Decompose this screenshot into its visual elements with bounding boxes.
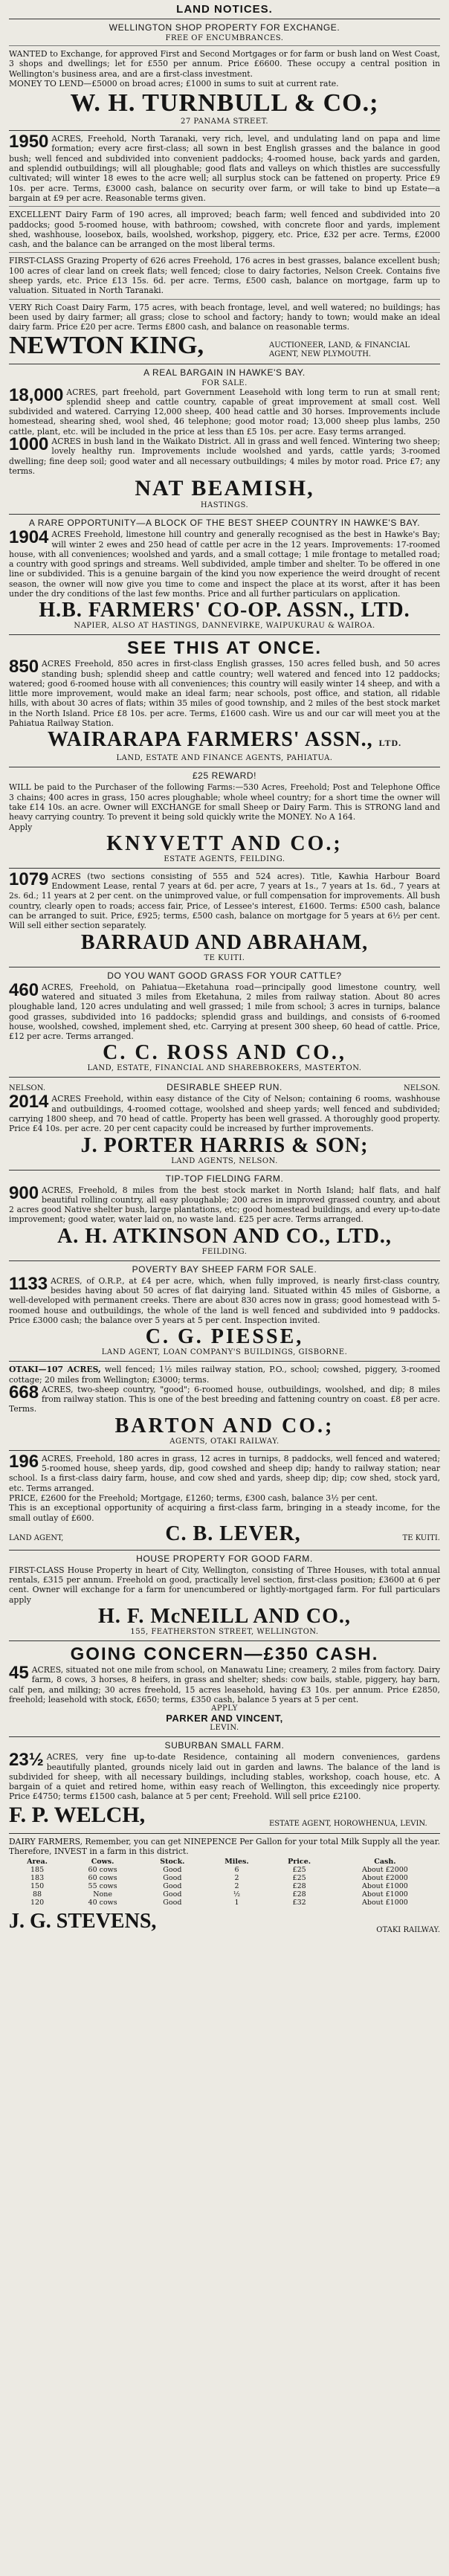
ad-headline: HOUSE PROPERTY FOR GOOD FARM. [136, 1553, 313, 1564]
section-title: LAND NOTICES. [9, 1, 440, 19]
cell: 88 [33, 1890, 42, 1899]
advertiser-address: OTAKI RAILWAY. [376, 1926, 440, 1935]
cell: £25 [292, 1874, 306, 1883]
cell: 60 cows [88, 1874, 117, 1883]
cell: 40 cows [88, 1899, 117, 1907]
advertiser-address: AUCTIONEER, LAND, & FINANCIAL AGENT, NEW PLYMOUTH. [269, 341, 410, 358]
ad-headline: DESIRABLE SHEEP RUN. [167, 1082, 282, 1093]
advertiser-address: LAND AGENT, LOAN COMPANY'S BUILDINGS, GISBORNE. [101, 1348, 348, 1357]
divider [9, 1170, 440, 1171]
ad-headline: GOING CONCERN—£350 CASH. [70, 1644, 379, 1665]
cell: 1 [234, 1899, 239, 1907]
advertiser-address: LEVIN. [210, 1724, 239, 1733]
divider [9, 1833, 440, 1834]
listing-text: ACRES, Freehold, on Pahiatua—Eketahuna road—principally good limestone country, well watered and situated 3 miles from Eketahuna, 2 miles from railway station. About 80 acres ploughable land, 120 acres undulating and well grassed; 1 mile from school; 3 acres in turnips, balance good grasses, subdivided into 16 paddocks; splendid grass and buildings, and consists of 6-roomed house, woolshed, cowshed, implement shed, etc. Carrying at present 300 sheep, 60 head of cattle. Price, £12 per acre. Terms arranged. [9, 982, 440, 1042]
cell: Good [163, 1866, 182, 1875]
col-header: Stock. [160, 1858, 185, 1867]
ad-beamish [9, 367, 440, 510]
advertiser-address: LAND, ESTATE AND FINANCE AGENTS, PAHIATUA. [116, 754, 333, 763]
cell: About £1000 [362, 1882, 408, 1891]
ad-apply: APPLY [211, 1704, 238, 1713]
cell: £28 [292, 1890, 306, 1899]
divider [9, 1260, 440, 1261]
ad-body: WANTED to Exchange, for approved First and Second Mortgages or for farm or bush land on West Coast, 3 shops and dwellings; let for £550 per annum. Price £6600. These occupy a central position in Wellington's business area, and are a first-class investment. [9, 49, 440, 79]
listing-text: ACRES, part freehold, part Government Leasehold with long term to run at small rent; splendid sheep and cattle country, capable of great improvement at small cost. Well subdivided and watered. Carrying 12,000 sheep, 400 head cattle and 30 horses. Improvements include homestead, shearing shed, wool shed, 46 telephone; good motor road; 13,000 sheep plus lambs, 250 cattle, plant, etc. will be included in the price at less than £5 10s. per acre. Easy terms arranged. [9, 387, 440, 437]
col-header: Area. [27, 1858, 48, 1867]
listing-text: This is an exceptional opportunity of acquiring a first-class farm, bringing in a steady income, for the small outlay of £600. [9, 1503, 440, 1523]
advertiser-name: H.B. FARMERS' CO-OP. ASSN., LTD. [39, 599, 410, 622]
ad-apply: Apply [9, 822, 33, 832]
ad-porter-harris [9, 1081, 440, 1165]
acreage: 196 [9, 1451, 39, 1472]
divider [9, 514, 440, 515]
listing-text: ACRES, situated not one mile from school, on Manawatu Line; creamery, 2 miles from factory. Dairy farm, 8 cows, 3 horses, 8 heifers, in grass and shelter; sheds: cow bails, stable, piggery, hay barn, calf pen, and milking; 30 acres freehold, 15 acres leasehold, having £3 10s. per annum. Price £2850, freehold; leasehold with stock, £650; terms, £350 cash, balance 5 years at 5 per cent. [9, 1665, 440, 1704]
cell: 120 [30, 1899, 45, 1907]
cell: None [93, 1890, 112, 1899]
cell: 2 [234, 1882, 239, 1891]
listing-text: ACRES in bush land in the Waikato District. All in grass and well fenced. Wintering two sheep; lovely healthy run. Improvements include woolshed and yards, cattle yards; 3-roomed dwelling; fine deep soil; good water and all necessary outbuildings; 4 miles by motor road. Price £7; any terms. [9, 437, 440, 476]
table-row [9, 1890, 440, 1899]
ad-parker-vincent [9, 1644, 440, 1732]
advertiser-address: LAND AGENTS, NELSON. [171, 1156, 278, 1165]
ad-ross [9, 970, 440, 1073]
ad-headline: WELLINGTON SHOP PROPERTY FOR EXCHANGE. [109, 22, 340, 33]
acreage: 23½ [9, 1750, 44, 1771]
cell: 185 [30, 1866, 45, 1875]
acreage: 45 [9, 1663, 29, 1684]
acreage: 668 [9, 1382, 39, 1403]
cell: £32 [292, 1899, 306, 1907]
cell: Good [163, 1874, 182, 1883]
divider [9, 868, 440, 869]
advertiser-address: HASTINGS. [200, 501, 249, 510]
advertiser-suffix: LTD. [378, 738, 402, 749]
advertiser-name: J. G. STEVENS, [9, 1910, 157, 1933]
acreage: 1904 [9, 527, 49, 548]
advertiser-name: WAIRARAPA FARMERS' ASSN., LTD. [47, 728, 402, 752]
table-row [9, 1874, 440, 1882]
farm-table [9, 1858, 440, 1907]
ad-headline: SUBURBAN SMALL FARM. [164, 1740, 285, 1751]
table-row [9, 1866, 440, 1874]
ad-barton [9, 1365, 440, 1445]
ad-headline: A REAL BARGAIN IN HAWKE'S BAY. [143, 367, 306, 378]
table-row [9, 1882, 440, 1890]
advertiser-address: TE KUITI. [402, 1533, 440, 1542]
cell: About £1000 [362, 1890, 408, 1899]
advertiser-name: NAT BEAMISH, [135, 476, 314, 501]
divider [9, 45, 440, 46]
ad-hb-farmers [9, 518, 440, 630]
cell: £28 [292, 1882, 306, 1891]
cell: Good [163, 1899, 182, 1907]
cell: Good [163, 1882, 182, 1891]
listing-text: EXCELLENT Dairy Farm of 190 acres, all improved; beach farm; well fenced and subdivided into 20 paddocks; good 5-roomed house, with bathroom; cowshed, with concrete floor and yards, implement shed, washhouse, loosebox, bails, woolshed, workshop, piggery, etc. Price, £32 per acre. Terms, £2000 cash, and the balance can be arranged on the most liberal terms. [9, 210, 440, 250]
ad-wairarapa [9, 638, 440, 762]
listing-text: ACRES (two sections consisting of 555 and 524 acres). Title, Kawhia Harbour Board Endowment Lease, rental 7 years at 6d. per acre, 7 years at 1s., 7 years at 1s. 6d., 7 years at 2s. 6d.; 11 years at 2 per cent. on the unimproved value, or full compensation for improvements. All bush country, clearly open to roads; access fair, Price, of Lessee's interest, £1600. Terms: £500 cash, balance can be arranged to suit. Price, £925; terms, £500 cash, balance on mortgage for 5 years at 6½ per cent. Will sell either section separately. [9, 871, 440, 931]
divider [9, 634, 440, 635]
advertiser-name: PARKER AND VINCENT, [166, 1713, 283, 1725]
advertiser-name: C. C. ROSS AND CO., [103, 1041, 346, 1065]
col-header: Cash. [374, 1858, 396, 1867]
cell: About £2000 [362, 1874, 408, 1883]
advertiser-address: LAND, ESTATE, FINANCIAL AND SHAREBROKERS, MASTERTON. [87, 1064, 362, 1073]
advertiser-address: AGENTS, OTAKI RAILWAY. [169, 1437, 280, 1446]
cell: About £1000 [362, 1899, 408, 1907]
ad-stevens [9, 1837, 440, 1936]
advertiser-address: TE KUITI. [204, 953, 245, 962]
divider [9, 1361, 440, 1362]
col-header: Miles. [224, 1858, 249, 1867]
advertiser-name: C. B. LEVER, [165, 1522, 301, 1545]
divider [9, 1550, 440, 1551]
ad-headline: SEE THIS AT ONCE. [126, 638, 323, 659]
listing-text: ACRES, Freehold, 8 miles from the best stock market in North Island; half flats, and half beautiful rolling country, all easy ploughable; 200 acres in improved grassed country, and about 2 acres good Native shelter bush, large plantations, etc; good homestead buildings, and every up-to-date improvement; good water, water laid on, no waste land. £25 per acre. Terms arranged. [9, 1185, 440, 1225]
listing-price: PRICE, £2600 for the Freehold; Mortgage, £1260; terms, £300 cash, balance 3½ per cent. [9, 1493, 378, 1503]
cell: 6 [234, 1866, 239, 1875]
divider [9, 1640, 440, 1641]
acreage: 2014 [9, 1092, 49, 1112]
table-header-row [9, 1858, 440, 1866]
acreage: 1000 [9, 434, 49, 455]
advertiser-name: C. G. PIESSE, [145, 1325, 304, 1349]
cell: 2 [234, 1874, 239, 1883]
divider [9, 1736, 440, 1737]
cell: 183 [30, 1874, 45, 1883]
cell: Good [163, 1890, 182, 1899]
ad-sub: FOR SALE. [201, 379, 248, 387]
advertiser-name: KNYVETT AND CO.; [106, 831, 343, 855]
ad-mcneill [9, 1553, 440, 1636]
listing-text: FIRST-CLASS House Property in heart of City, Wellington, consisting of Three Houses, with total annual rentals, £315 per annum. Freehold on good, practically level section, first-class position; £3600 at 6 per cent. Owner will exchange for a farm for unencumbered or lightly-mortgaged farm. For full particulars apply [9, 1565, 440, 1605]
listing-text: ACRES, two-sheep country, "good"; 6-roomed house, outbuildings, woolshed, and dip; 8 miles from railway station. This is one of the best breeding and fattening country on coast. £8 per acre. Terms. [9, 1384, 440, 1414]
ad-sub: FREE OF ENCUMBRANCES. [165, 34, 284, 42]
advertiser-name: A. H. ATKINSON AND CO., LTD., [57, 1224, 392, 1248]
advertiser-name: H. F. McNEILL AND CO., [98, 1605, 351, 1629]
ad-atkinson [9, 1173, 440, 1256]
ad-headline: £25 REWARD! [192, 770, 257, 782]
listing-lead: OTAKI—107 ACRES, [9, 1365, 101, 1375]
ad-newton-king [9, 134, 440, 358]
advertiser-name: BARTON AND CO.; [114, 1414, 335, 1437]
acreage: 900 [9, 1182, 39, 1203]
listing-text: VERY Rich Coast Dairy Farm, 175 acres, with beach frontage, level, and well watered; no buildings; has been used by dairy farmer; all grass; close to school and factory; handy to town; would make an ideal dairy farm. Price £20 per acre. Terms £800 cash, and balance on reasonable terms. [9, 302, 440, 332]
advertiser-name: BARRAUD AND ABRAHAM, [80, 930, 369, 954]
advertiser-address: ESTATE AGENT, HOROWHENUA, LEVIN. [269, 1819, 427, 1828]
divider [9, 1077, 440, 1078]
advertiser-address: ESTATE AGENTS, FEILDING. [164, 854, 285, 863]
advertiser-address: 155, FEATHERSTON STREET, WELLINGTON. [130, 1628, 319, 1637]
ad-barraud [9, 869, 440, 962]
ad-headline: DAIRY FARMERS, Remember, you can get NINEPENCE Per Gallon for your total Milk Supply all the year. Therefore, INVEST in a farm in this district. [9, 1836, 440, 1856]
listing-text: WILL be paid to the Purchaser of the following Farms:—530 Acres, Freehold; Post and Telephone Office 3 chains; 400 acres in grass, 150 acres ploughable; whole wheel country; for a short time the owner will take £14 10s. an acre. Owner will EXCHANGE for small Sheep or Dairy Farm. This is STRONG land and heavy carrying country. To prevent it being sold quickly write the MONEY. No A 164. [9, 782, 440, 822]
divider [9, 299, 440, 300]
ad-headline: TIP-TOP FIELDING FARM. [165, 1173, 284, 1184]
ad-headline: A RARE OPPORTUNITY—A BLOCK OF THE BEST SHEEP COUNTRY IN HAWKE'S BAY. [28, 518, 421, 529]
advertiser-role: LAND AGENT, [9, 1533, 64, 1542]
listing-text: ACRES Freehold, limestone hill country and generally recognised as the best in Hawke's Bay; will winter 2 ewes and 250 head of cattle per acre in the 12 years. Improvements: 17-roomed house, with all conveniences; woolshed and yards, and a small cottage; 1 mile frontage to metalled road; a country with good springs and streams. Well subdivided, ample timber and shelter. To be offered in one line or subdivided. This is a genuine bargain of the kind you now experience the weird drought of recent season, the owner will now give you time to come and inspect the place at its worst, after it has been under the dry conditions of the last few months. Price and all further particulars on application. [9, 529, 440, 599]
col-header: Cows. [91, 1858, 114, 1867]
cell: 150 [30, 1882, 45, 1891]
advertiser-address: 27 PANAMA STREET. [180, 117, 269, 126]
cell: ½ [233, 1890, 241, 1899]
cell: 55 cows [88, 1882, 117, 1891]
land-notices-page [9, 0, 440, 1935]
acreage: 850 [9, 657, 39, 677]
divider [9, 206, 440, 207]
listing-text: FIRST-CLASS Grazing Property of 626 acres Freehold, 176 acres in best grasses, balance excellent bush; 100 acres of clear land on creek flats; well fenced; close to dairy factories, Nelson Creek. Contains five sheep yards, etc. Price £13 15s. 6d. per acre. Terms, £500 cash, balance on mortgage, farm up to valuation. Situated in North Taranaki. [9, 256, 440, 296]
cell: About £2000 [362, 1866, 408, 1875]
advertiser-name: F. P. WELCH, [9, 1802, 146, 1827]
listing-text: ACRES Freehold, within easy distance of the City of Nelson; containing 6 rooms, washhouse and outbuildings, 4-roomed cottage, woolshed and sheep yards; well fenced and subdivided; carrying 1800 sheep, and 70 head of cattle. Property has been well grassed. A thoroughly good property. Price £4 10s. per acre. 20 per cent capacity could be increased by further improvements. [9, 1094, 440, 1134]
listing-text: ACRES, Freehold, North Taranaki, very rich, level, and undulating land on papa and lime formation; every acre first-class; all sown in best English grasses and the balance in good bush; well fenced and subdivided into convenient paddocks; 4-roomed house, back yards and garden, and splendid outbuildings; will all ploughable; good flats and valleys on which thistles are successfully cultivated; will winter 18 ewes to the acre well; all surplus stock can be fattened on property. Price £9 10s. per acre. Terms, £3000 cash, balance on security over farm, or will take to bind up Estate—a bargain at £9 per acre. Reasonable terms given. [9, 134, 440, 203]
divider [9, 252, 440, 253]
listing-text: ACRES, Freehold, 180 acres in grass, 12 acres in turnips, 8 paddocks, well fenced and watered; 5-roomed house, sheep yards, dip, good cowshed and sheep dip; handy to railway station; near school. Is a first-class dairy farm, house, and cow shed and yards, sheep dip; dip; cow shed, stock yard, etc. Terms arranged. [9, 1453, 440, 1493]
listing-text: well fenced; 1½ miles railway station, P.O., school; cowshed, piggery, 3-roomed cottage; 20 miles from Wellington; £3000; terms. [9, 1365, 440, 1385]
ad-money: MONEY TO LEND—£5000 on broad acres; £1000 in sums to suit at current rate. [9, 78, 339, 88]
listing-text: ACRES, of O.R.P., at £4 per acre, which, when fully improved, is nearly first-class country, besides having about 50 acres of flat dairying land. Situated within 45 miles of Gisborne, a well-developed with permanent creeks. There are about 830 acres now in grass; good homestead with 5-roomed house and outbuildings, the whole of the land is well fenced and subdivided into 9 paddocks. Price £3000 cash; the balance over 5 years at 5 per cent. Inspection invited. [9, 1275, 440, 1325]
ad-welch [9, 1740, 440, 1828]
acreage: 1079 [9, 869, 49, 889]
location-left: NELSON. [9, 1084, 46, 1093]
listing-text: ACRES Freehold, 850 acres in first-class English grasses, 150 acres felled bush, and 50 acres standing bush; splendid sheep and cattle country; well watered and fenced into 12 paddocks; watered; good 6-roomed house with all conveniences; this country will easily winter 14 sheep, and with a little more improvement, would make an ideal farm; near schools, post office, and station, all ridable hills, with about 30 acres of flats; within 35 miles of good township, and 2 miles of the best stock market in the North Island. Price £8 10s. per acre. Terms, £1600 cash. Wire us and our car will meet you at the Pahiatua Railway Station. [9, 659, 440, 729]
acreage: 18,000 [9, 384, 64, 405]
divider [9, 1450, 440, 1451]
table-row [9, 1899, 440, 1907]
advertiser-name: NEWTON KING, [9, 331, 204, 359]
advertiser-address: NAPIER, ALSO AT HASTINGS, DANNEVIRKE, WAIPUKURAU & WAIROA. [74, 622, 375, 631]
ad-headline: DO YOU WANT GOOD GRASS FOR YOUR CATTLE? [107, 970, 342, 981]
advertiser-name: W. H. TURNBULL & CO.; [70, 89, 379, 117]
acreage: 1950 [9, 132, 49, 152]
ad-turnbull [9, 22, 440, 126]
col-header: Price. [288, 1858, 311, 1867]
cell: 60 cows [88, 1866, 117, 1875]
ad-piesse [9, 1264, 440, 1356]
cell: £25 [292, 1866, 306, 1875]
advertiser-address: FEILDING. [201, 1247, 248, 1256]
listing-text: ACRES, very fine up-to-date Residence, containing all modern conveniences, gardens beautifully planted, grounds nicely laid out in garden and lawns. The balance of the land is subdivided for sheep, with all necessary buildings, including stables, workshop, coach house, etc. A bargain of a quiet and retired home, within easy reach of Wellington, this exceedingly nice property. Price £4750; terms £1500 cash, balance at 5 per cent; Freehold. Will sell price £2100. [9, 1752, 440, 1802]
advertiser-name: J. PORTER HARRIS & SON; [80, 1133, 369, 1157]
ad-reward [9, 770, 440, 863]
acreage: 1133 [9, 1273, 48, 1294]
location-right: NELSON. [403, 1084, 440, 1093]
acreage: 460 [9, 979, 39, 1000]
divider [9, 130, 440, 131]
ad-headline: POVERTY BAY SHEEP FARM FOR SALE. [132, 1263, 317, 1275]
ad-lever [9, 1451, 440, 1545]
